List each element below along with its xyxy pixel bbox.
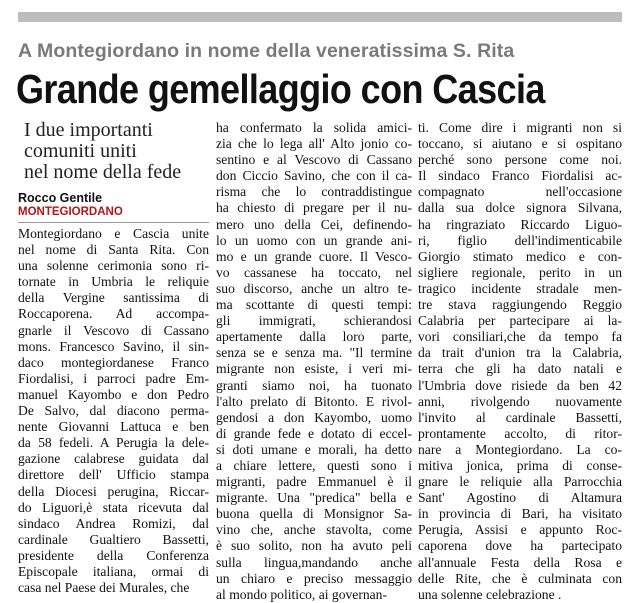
text-line: nente Giovanni Lattuca e ben <box>18 419 209 435</box>
text-line: gli immigrati, schierandosi <box>216 313 412 329</box>
kicker: A Montegiordano in nome della veneratissima S. Rita <box>18 40 515 62</box>
text-line: gnarle il Vescovo di Cassano <box>18 322 209 338</box>
text-line: Perugia, Assisi e appunto Roc- <box>418 522 622 538</box>
text-line: l'invito al cardinale Bassetti, <box>418 409 622 425</box>
headline: Grande gemellaggio con Cascia <box>16 66 545 112</box>
text-line: cardinale Gualtiero Bassetti, <box>18 531 209 547</box>
text-line: una solenne celebrazione . <box>418 586 562 602</box>
text-line: della Vergine santissima di <box>18 290 209 306</box>
article-column-3 <box>418 120 622 603</box>
text-line: do Liguori,è stata ricevuta dal <box>18 499 209 515</box>
subhead-line: nel nome della fede <box>24 161 182 183</box>
text-line: buona quella di Monsignor Sa- <box>216 506 412 522</box>
text-line: nel nome di Santa Rita. Con <box>18 242 209 258</box>
article-column-2 <box>216 120 412 603</box>
text-line: apertamente dalla loro parte, <box>216 329 412 345</box>
text-line: Calabria per partecipare ai la- <box>418 313 622 329</box>
text-line: De Salvo, dal diacono perma- <box>18 403 209 419</box>
text-line: manuel Kayombo e don Pedro <box>18 386 209 402</box>
text-line: da trait d'union tra la Calabria, <box>418 345 622 361</box>
text-line: toccano, si aiutano e si ospitano <box>418 136 622 152</box>
text-line: dalla sua dolce signora Silvana, <box>418 200 622 216</box>
text-line: Il sindaco Franco Fiordalisi ac- <box>418 168 622 184</box>
text-line: vino che, anche stavolta, come <box>216 522 412 538</box>
text-line: gazione calabrese guidata dal <box>18 451 209 467</box>
text-line: prontamente accolto, di ritor- <box>418 425 622 441</box>
text-line: gnare le reliquie alla Parrocchia <box>418 474 622 490</box>
byline-divider <box>18 222 209 223</box>
text-line: ti. Come dire i migranti non si <box>418 120 622 135</box>
text-line: ha confermato la solida amici- <box>216 120 412 135</box>
text-line: Fiordalisi, i parroci padre Em- <box>18 370 209 386</box>
text-line: granti siamo noi, ha tuonato <box>216 377 412 393</box>
text-line: in provincia di Bari, ha visitato <box>418 506 622 522</box>
text-line: all'annuale Festa della Rosa e <box>418 554 622 570</box>
text-line: è suo solito, non ha avuto peli <box>216 538 412 554</box>
text-line: presidente della Conferenza <box>18 547 209 563</box>
text-line: direttore dell' Ufficio stampa <box>18 467 209 483</box>
text-line: migranti, padre Emmanuel è il <box>216 474 412 490</box>
text-line: terra che gli ha dato natali e <box>418 361 622 377</box>
text-line: Montegiordano e Cascia unite <box>18 226 209 241</box>
text-line: senza se e senza ma. "Il termine <box>216 345 412 361</box>
text-line: gendosi a don Kayombo, uomo <box>216 409 412 425</box>
text-line: anni, rivolgendo nuovamente <box>418 393 622 409</box>
text-line: caporena dove ha partecipato <box>418 538 622 554</box>
text-line: Sant' Agostino di Altamura <box>418 490 622 506</box>
text-line: mero uno della Cei, definendo- <box>216 216 412 232</box>
text-line: nare a Montegiordano. La co- <box>418 441 622 457</box>
text-line: da 58 fedeli. A Perugia la dele- <box>18 435 209 451</box>
text-line: migrante. Una "predica" bella e <box>216 490 412 506</box>
text-line: Roccaporena. Ad accompa- <box>18 306 209 322</box>
text-line: vo cassanese ha toccato, nel <box>216 264 412 280</box>
text-line: mitiva jonica, prima di conse- <box>418 457 622 473</box>
author-byline: Rocco Gentile <box>18 191 103 205</box>
text-line: mons. Francesco Savino, il sin- <box>18 338 209 354</box>
text-line: sigliere regionale, perito in un <box>418 264 622 280</box>
text-line: un chiaro e preciso messaggio <box>216 570 412 586</box>
text-line: lo un uomo con un grande ani- <box>216 232 412 248</box>
dateline-location: MONTEGIORDANO <box>18 206 123 218</box>
text-line: l'Umbria dove risiede da ben 42 <box>418 377 622 393</box>
text-line: ri, figlio dell'indimenticabile <box>418 232 622 248</box>
text-line: l'alto prelato di Bitonto. E rivol- <box>216 393 412 409</box>
article-column-1 <box>18 226 209 596</box>
text-line: suo discorso, anche un altro te- <box>216 280 412 296</box>
text-line: sentino e al Vescovo di Cassano <box>216 152 412 168</box>
text-line: mo e un grande cuore. Il Vesco- <box>216 248 412 264</box>
text-line: ma scottante di questi tempi: <box>216 297 412 313</box>
text-line: tre stava raggiungendo Reggio <box>418 297 622 313</box>
text-line: si doti umane e morali, ha detto <box>216 441 412 457</box>
text-line: risma che lo contraddistingue <box>216 184 412 200</box>
text-line: di grande fede e dotato di eccel- <box>216 425 412 441</box>
text-line: ha chiesto di pregare per il nu- <box>216 200 412 216</box>
text-line: al mondo politico, ai governan- <box>216 586 388 602</box>
text-line: don Ciccio Savino, che con il ca- <box>216 168 412 184</box>
text-line: perché sono persone come noi. <box>418 152 622 168</box>
text-line: ha ringraziato Riccardo Liguo- <box>418 216 622 232</box>
text-line: casa nel Paese dei Murales, che <box>18 580 190 596</box>
text-line: migrante non esiste, i veri mi- <box>216 361 412 377</box>
text-line: Giorgio stimato medico e con- <box>418 248 622 264</box>
text-line: a chiare lettere, questi sono i <box>216 457 412 473</box>
text-line: compagnato nell'occasione <box>418 184 622 200</box>
text-line: della Diocesi perugina, Riccar- <box>18 483 209 499</box>
text-line: sulla lingua,mandando anche <box>216 554 412 570</box>
text-line: tornate in Umbria le reliquie <box>18 274 209 290</box>
text-line: sindaco Andrea Romizi, dal <box>18 515 209 531</box>
subhead-line: I due importanti <box>24 119 153 141</box>
text-line: una solenne cerimonia sono ri- <box>18 258 209 274</box>
text-line: Episcopale italiana, ormai di <box>18 563 209 579</box>
top-grey-bar <box>18 12 622 22</box>
text-line: daco montegiordanese Franco <box>18 354 209 370</box>
text-line: vori consiliari,che da tempo fa <box>418 329 622 345</box>
text-line: delle Rite, che è culminata con <box>418 570 622 586</box>
text-line: zia che lo lega all' Alto jonio co- <box>216 136 412 152</box>
subhead-line: comuniti uniti <box>24 140 137 162</box>
text-line: tragico incidente stradale men- <box>418 280 622 296</box>
subhead <box>24 120 214 183</box>
